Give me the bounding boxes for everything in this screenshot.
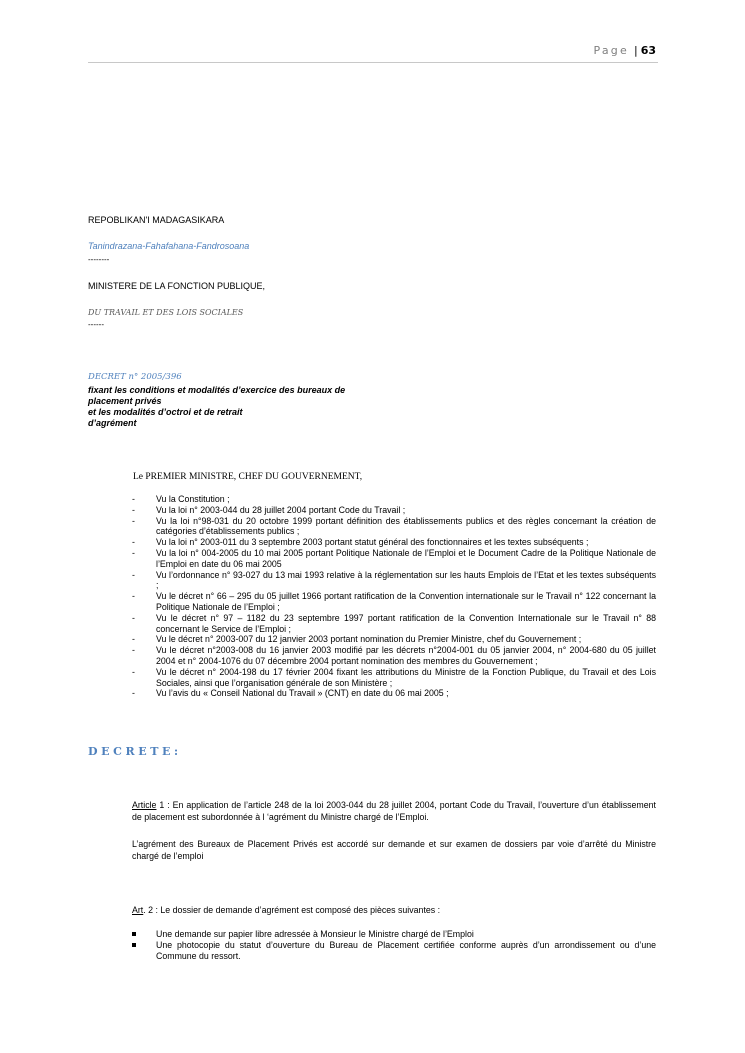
dash-marker: -	[132, 515, 135, 526]
visa-text: Vu le décret n° 66 – 295 du 05 juillet 1966 portant ratification de la Convention internationale sur le Travail n° 122 concernant la Politique Nationale de l’Emploi ;	[156, 591, 656, 612]
page-separator: |	[633, 44, 638, 57]
page-number: 63	[640, 44, 656, 57]
national-motto: Tanindrazana-Fahafahana-Fandrosoana	[88, 241, 250, 251]
visa-item	[130, 516, 656, 538]
ministry-name: MINISTERE DE LA FONCTION PUBLIQUE,	[88, 281, 266, 291]
page-number-label	[594, 44, 656, 57]
visa-text: Vu le décret n°2003-008 du 16 janvier 2003 modifié par les décrets n°2004-001 du 05 janvier 2004, n° 2004-680 du 05 juillet 2004 et n° 2004-1076 du 07 décembre 2004 portant nomination des membres du Gouvernement ;	[156, 645, 656, 666]
visa-item	[130, 688, 656, 699]
visa-text: Vu l’ordonnance n° 93-027 du 13 mai 1993 relative à la réglementation sur les hauts Emplois de l’Etat et les textes subséquents ;	[156, 569, 656, 591]
ministry-subtitle: DU TRAVAIL ET DES LOIS SOCIALES	[88, 308, 244, 317]
decree-title	[88, 385, 388, 429]
decree-number: DECRET n° 2005/396	[88, 372, 182, 382]
agrement-paragraph: L’agrément des Bureaux de Placement Privés est accordé sur demande et sur examen de dossiers par voie d’arrêté du Ministre chargé de l’emploi	[132, 839, 656, 861]
visa-text: Vu la loi n° 2003-044 du 28 juillet 2004 portant Code du Travail ;	[156, 504, 406, 515]
square-bullet-icon	[132, 932, 136, 936]
dash-marker: -	[132, 591, 135, 602]
article-1-text: 1 : En application de l’article 248 de la loi 2003-044 du 28 juillet 2004, portant Code du Travail, l’ouverture d’un établissement de placement est subordonnée à l ‘agrément du Ministre chargé de l’Emploi.	[132, 800, 656, 822]
separator-dashes-1: --------	[88, 255, 110, 264]
visa-text: Vu la loi n°98-031 du 20 octobre 1999 portant définition des établissements publics et des règles concernant la création de catégories d’établissements publics ;	[156, 515, 656, 537]
article-1-label: Article	[132, 800, 157, 810]
decree-title-line: fixant les conditions et modalités d’exercice des bureaux de placement privés	[88, 385, 346, 406]
separator-dashes-2: ------	[88, 320, 104, 329]
visa-text: Vu le décret n° 97 – 1182 du 23 septembre 1997 portant ratification de la Convention Internationale sur le Travail n° 88 concernant le Service de l’Emploi ;	[156, 612, 656, 634]
visa-item	[130, 591, 656, 613]
square-bullet-icon	[132, 943, 136, 947]
piece-text: Une photocopie du statut d’ouverture du Bureau de Placement certifiée conforme auprès d’un arrondissement ou d’une Commune du ressort.	[156, 939, 656, 961]
visa-text: Vu l’avis du « Conseil National du Travail » (CNT) en date du 06 mai 2005 ;	[156, 688, 449, 699]
piece-item	[132, 940, 656, 962]
article-2	[132, 904, 656, 916]
piece-text: Une demande sur papier libre adressée à Monsieur le Ministre chargé de l’Emploi	[156, 929, 474, 939]
decree-title-line: et les modalités d’octroi et de retrait	[88, 407, 243, 417]
dash-marker: -	[132, 612, 135, 623]
article-1	[132, 799, 656, 823]
visa-item	[130, 494, 656, 505]
dash-marker: -	[132, 666, 135, 677]
dash-marker: -	[132, 645, 135, 656]
visa-item	[130, 634, 656, 645]
premier-ministre-heading: Le PREMIER MINISTRE, CHEF DU GOUVERNEMENT,	[133, 472, 363, 482]
dash-marker: -	[132, 688, 135, 699]
pieces-list	[132, 929, 656, 961]
visa-item	[130, 505, 656, 516]
piece-item	[132, 929, 656, 940]
page-word: Page	[593, 44, 629, 57]
visa-text: Vu le décret n° 2003-007 du 12 janvier 2003 portant nomination du Premier Ministre, chef du Gouvernement ;	[156, 634, 582, 645]
dash-marker: -	[132, 494, 135, 504]
visa-item	[130, 548, 656, 570]
visa-item	[130, 537, 656, 548]
page-header	[88, 44, 658, 63]
article-2-label: Art	[132, 905, 144, 915]
visa-text: Vu la Constitution ;	[156, 494, 230, 504]
decree-title-line: d’agrément	[88, 418, 137, 428]
decrete-heading: DECRETE:	[88, 745, 182, 758]
dash-marker: -	[132, 504, 135, 515]
dash-marker: -	[132, 569, 135, 580]
article-2-text: . 2 : Le dossier de demande d’agrément est composé des pièces suivantes :	[143, 905, 441, 915]
dash-marker: -	[132, 537, 135, 548]
visa-item	[130, 613, 656, 635]
visa-text: Vu la loi n° 004-2005 du 10 mai 2005 portant Politique Nationale de l’Emploi et le Document Cadre de la Politique Nationale de l’Emploi en date du 06 mai 2005	[156, 547, 656, 569]
dash-marker: -	[132, 634, 135, 645]
visa-item	[130, 645, 656, 667]
visa-text: Vu la loi n° 2003-011 du 3 septembre 2003 portant statut général des fonctionnaires et les textes subséquents ;	[156, 537, 589, 548]
dash-marker: -	[132, 547, 135, 558]
visas-list	[130, 494, 656, 699]
visa-item	[130, 667, 656, 689]
visa-item	[130, 570, 656, 592]
visa-text: Vu le décret n° 2004-198 du 17 février 2004 fixant les attributions du Ministre de la Fonction Publique, du Travail et des Lois Sociales, ainsi que l’organisation générale de son Ministère ;	[156, 666, 656, 688]
country-name: REPOBLIKAN'I MADAGASIKARA	[88, 215, 225, 225]
